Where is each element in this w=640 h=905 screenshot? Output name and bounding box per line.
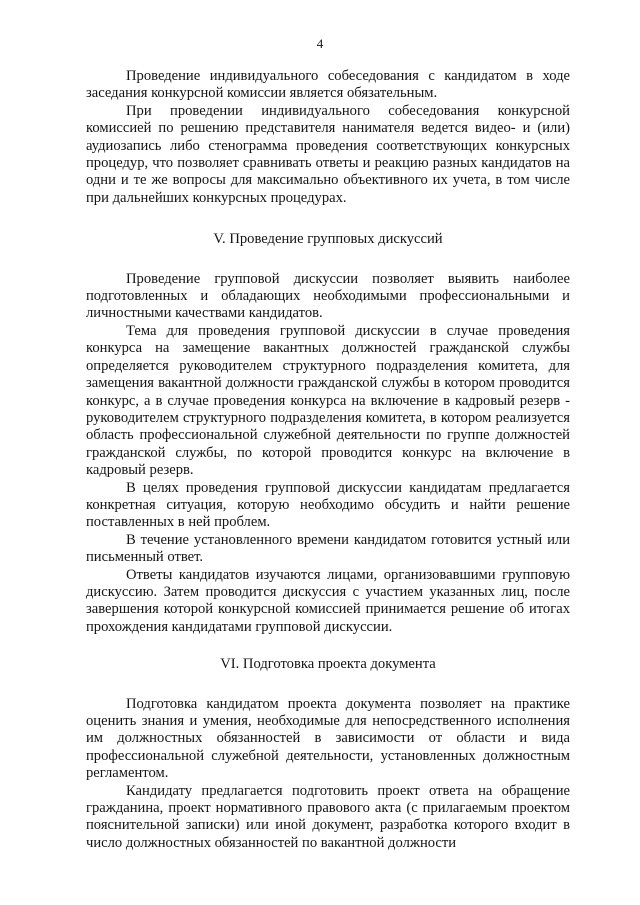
paragraph: Подготовка кандидатом проекта документа позволяет на практике оценить знания и умения, необходимые для непосредственного исполнения им должностных обязанностей в зависимости от области и вида профессиональной служебной деятельности, установленных должностным регламентом.: [86, 695, 570, 782]
paragraph: Проведение групповой дискуссии позволяет выявить наиболее подготовленных и обладающих необходимыми профессиональными и личностными качествами кандидатов.: [86, 270, 570, 322]
paragraph: В целях проведения групповой дискуссии кандидатам предлагается конкретная ситуация, которую необходимо обсудить и найти решение поставленных в ней проблем.: [86, 479, 570, 531]
section-heading-vi: VI. Подготовка проекта документа: [220, 656, 436, 673]
section-heading-v: V. Проведение групповых дискуссий: [213, 231, 443, 248]
paragraph: Кандидату предлагается подготовить проект ответа на обращение гражданина, проект нормативного правового акта (с прилагаемым проектом пояснительной записки) или иной документ, разработка которого входит в число должностных обязанностей по вакантной должности: [86, 782, 570, 851]
paragraph: В течение установленного времени кандидатом готовится устный или письменный ответ.: [86, 531, 570, 566]
paragraph: При проведении индивидуального собеседования конкурсной комиссией по решению представителя нанимателя ведется видео- и (или) аудиозапись либо стенограмма проведения соответствующих конкурсных процедур, что позволяет сравнивать ответы и реакцию разных кандидатов на одни и те же вопросы для максимально объективного их учета, в том числе при дальнейших конкурсных процедурах.: [86, 102, 570, 206]
page-number: 4: [316, 36, 324, 51]
paragraph: Проведение индивидуального собеседования с кандидатом в ходе заседания конкурсной комиссии является обязательным.: [86, 68, 570, 102]
paragraph: Ответы кандидатов изучаются лицами, организовавшими групповую дискуссию. Затем проводится дискуссия с участием указанных лиц, после завершения которой конкурсной комиссией принимается решение об итогах прохождения кандидатами групповой дискуссии.: [86, 566, 570, 635]
document-body: [86, 68, 570, 852]
paragraph: Тема для проведения групповой дискуссии в случае проведения конкурса на замещение вакантных должностей гражданской службы определяется руководителем структурного подразделения комитета, для замещения вакантной должности гражданской службы в котором проводится конкурс, а в случае проведения конкурса на включение в кадровый резерв - руководителем структурного подразделения комитета, в котором реализуется область профессиональной служебной деятельности по группе должностей гражданской службы, по которой проводится конкурс на включение в кадровый резерв.: [86, 322, 570, 479]
